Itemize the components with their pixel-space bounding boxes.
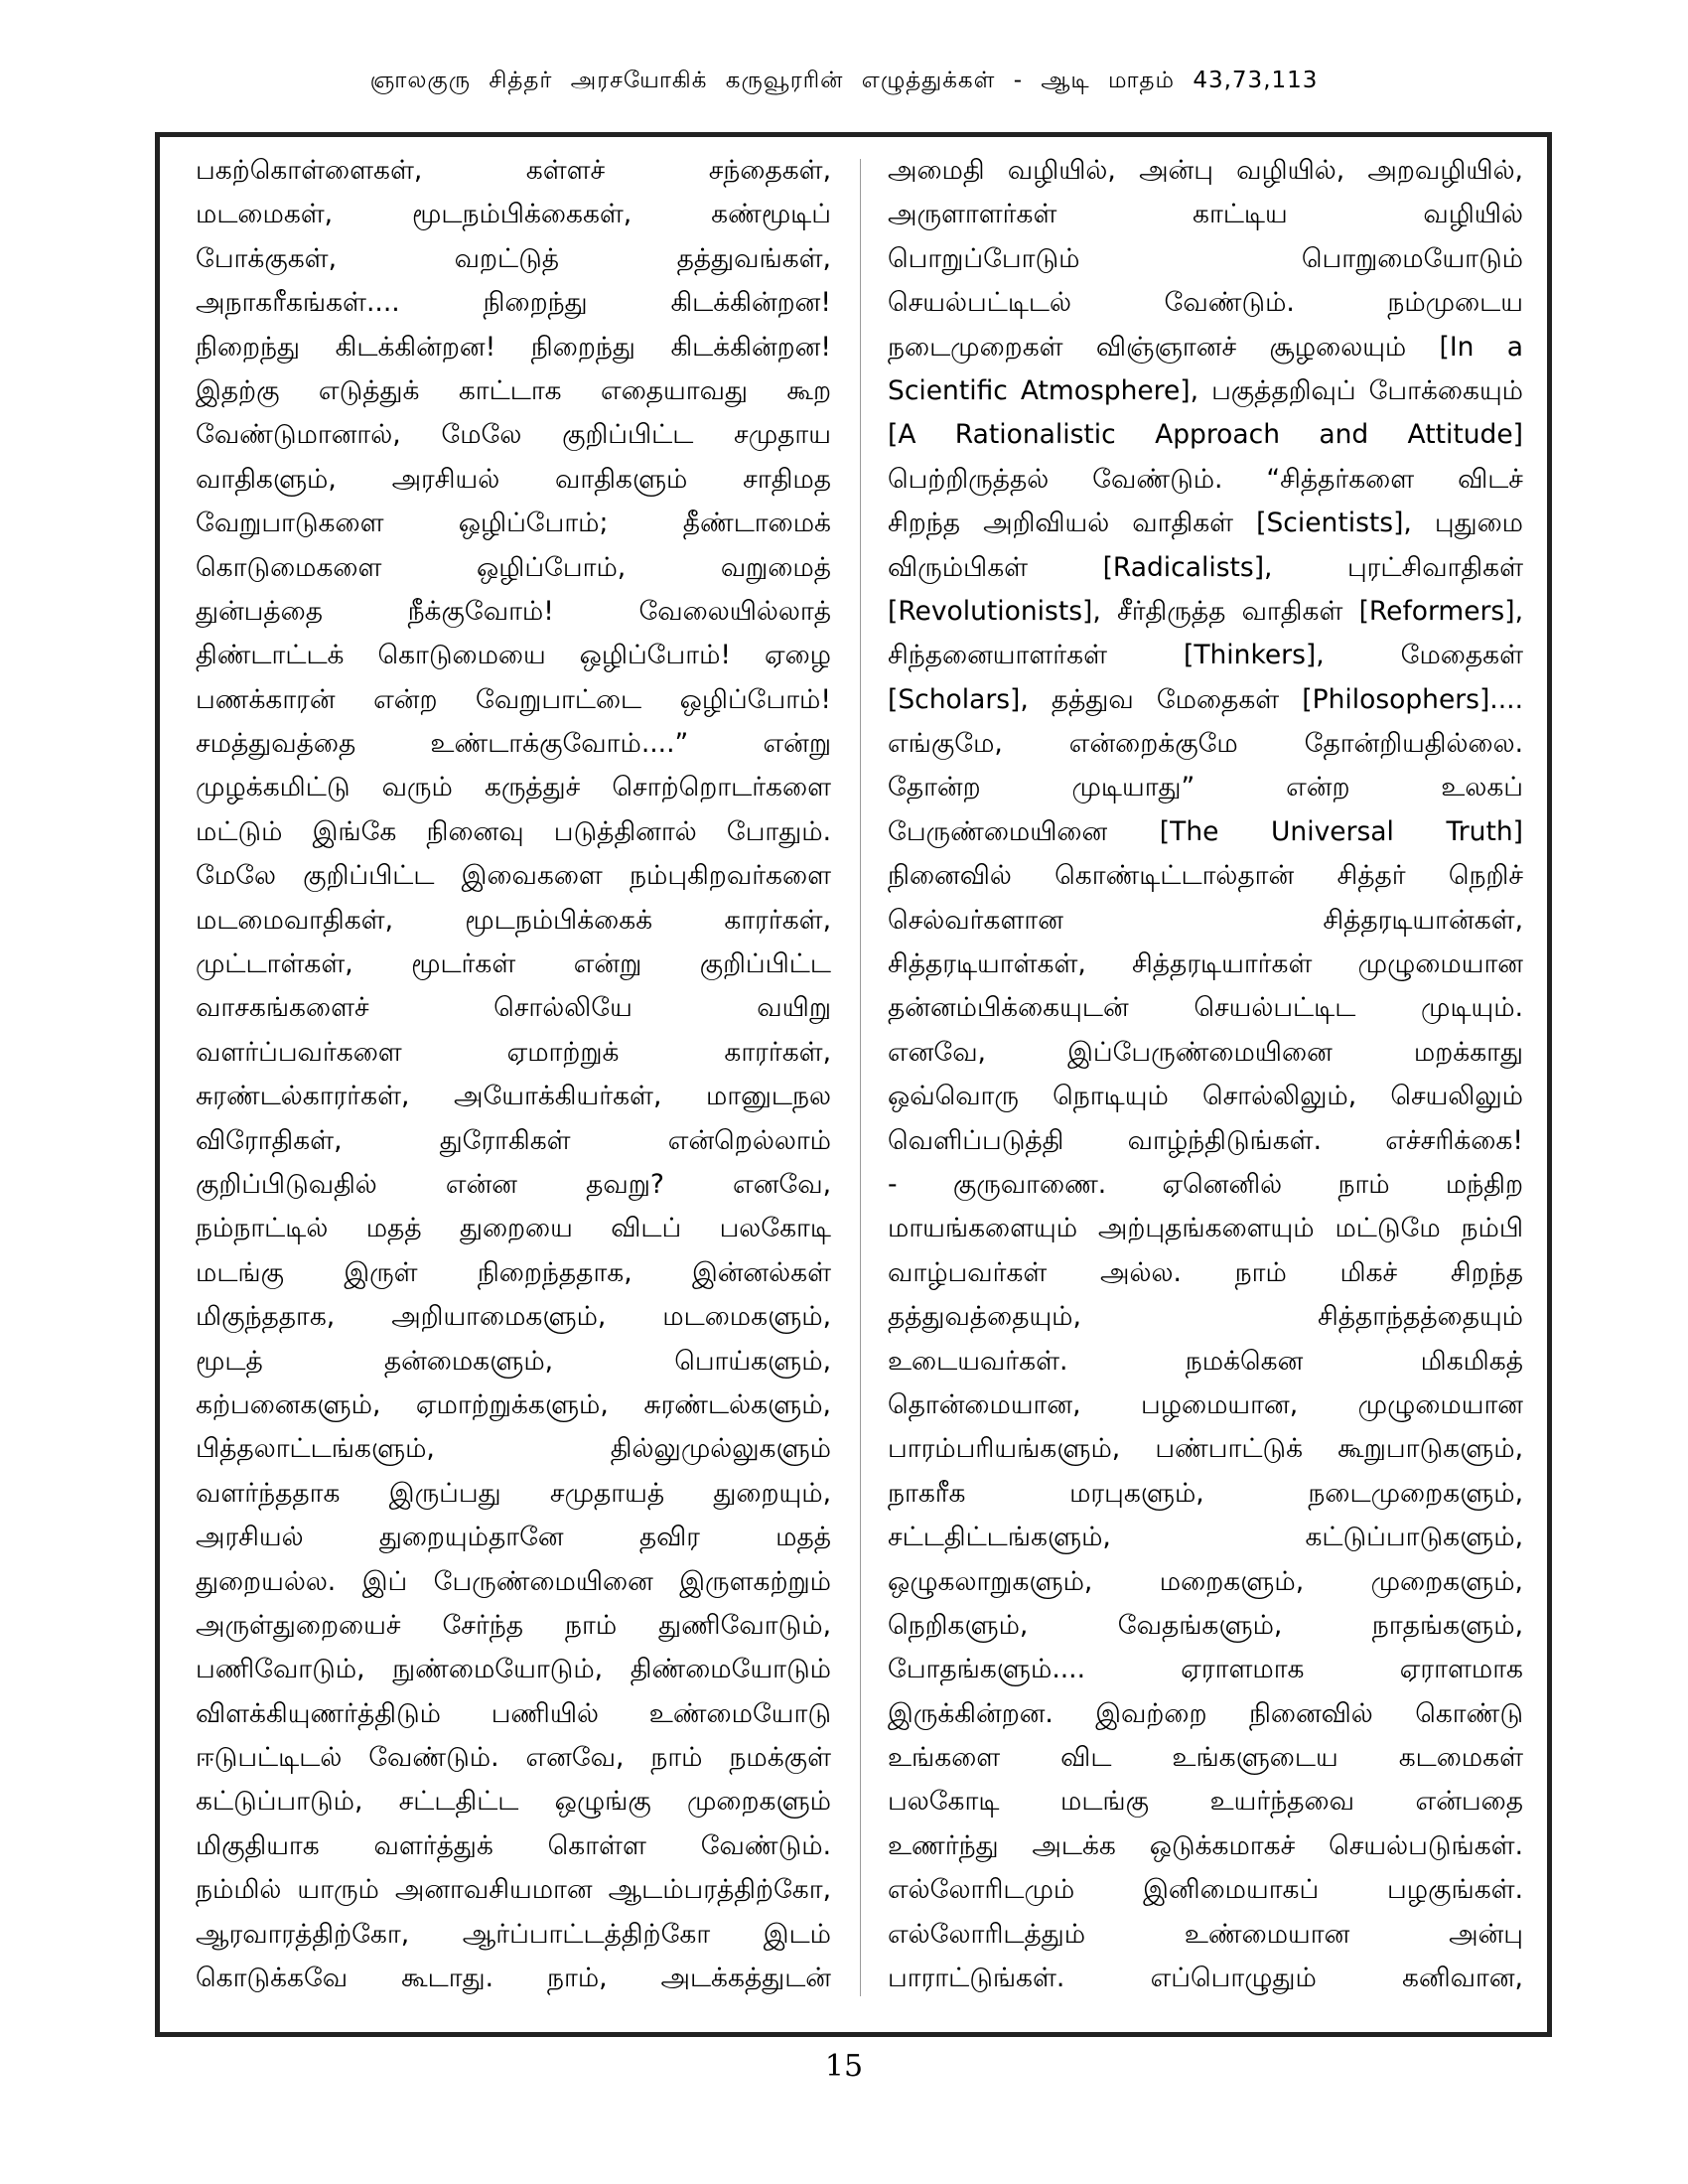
- text-line: வாதிகளும், அரசியல் வாதிகளும் சாதிமத: [196, 463, 831, 495]
- left-column: [196, 149, 831, 2000]
- text-line: அநாகரீகங்கள்.... நிறைந்து கிடக்கின்றன!: [196, 287, 831, 319]
- text-line: கற்பனைகளும், ஏமாற்றுக்களும், சுரண்டல்களும்,: [196, 1388, 831, 1420]
- text-line: மிகுதியாக வளர்த்துக் கொள்ள வேண்டும்.: [196, 1829, 831, 1861]
- text-line: சட்டதிட்டங்களும், கட்டுப்பாடுகளும்,: [888, 1522, 1523, 1553]
- text-line: பணக்காரன் என்ற வேறுபாட்டை ஒழிப்போம்!: [196, 683, 831, 715]
- text-line: Scientific Atmosphere], பகுத்தறிவுப் போக்கையும்: [888, 374, 1523, 406]
- text-line: பேருண்மையினை [The Universal Truth]: [888, 815, 1523, 847]
- text-line: துன்பத்தை நீக்குவோம்! வேலையில்லாத்: [196, 595, 831, 627]
- text-line: வளர்ப்பவர்களை ஏமாற்றுக் காரர்கள்,: [196, 1036, 831, 1068]
- text-line: எங்குமே, என்றைக்குமே தோன்றியதில்லை.: [888, 728, 1523, 760]
- text-line: இதற்கு எடுத்துக் காட்டாக எதையாவது கூற: [196, 374, 831, 406]
- text-line: கட்டுப்பாடும், சட்டதிட்ட ஒழுங்கு முறைகளும்: [196, 1786, 831, 1818]
- text-line: இருக்கின்றன. இவற்றை நினைவில் கொண்டு: [888, 1697, 1523, 1729]
- text-line: மேலே குறிப்பிட்ட இவைகளை நம்புகிறவர்களை: [196, 860, 831, 892]
- text-line: அருள்துறையைச் சேர்ந்த நாம் துணிவோடும்,: [196, 1609, 831, 1641]
- text-line: துறையல்ல. இப் பேருண்மையினை இருளகற்றும்: [196, 1565, 831, 1597]
- text-line: வளர்ந்ததாக இருப்பது சமுதாயத் துறையும்,: [196, 1477, 831, 1509]
- text-line: தத்துவத்தையும், சித்தாந்தத்தையும்: [888, 1301, 1523, 1333]
- text-line: எல்லோரிடத்தும் உண்மையான அன்பு: [888, 1918, 1523, 1950]
- text-line: விரோதிகள், துரோகிகள் என்றெல்லாம்: [196, 1124, 831, 1156]
- text-line: [Scholars], தத்துவ மேதைகள் [Philosophers]....: [888, 683, 1523, 715]
- text-line: சிந்தனையாளர்கள் [Thinkers], மேதைகள்: [888, 640, 1523, 671]
- page-number: 15: [824, 2049, 864, 2084]
- text-line: அருளாளர்கள் காட்டிய வழியில்: [888, 199, 1523, 230]
- text-line: விளக்கியுணர்த்திடும் பணியில் உண்மையோடு: [196, 1697, 831, 1729]
- text-line: பணிவோடும், நுண்மையோடும், திண்மையோடும்: [196, 1654, 831, 1685]
- right-column: [888, 149, 1523, 2000]
- text-line: விரும்பிகள் [Radicalists], புரட்சிவாதிகள்: [888, 551, 1523, 583]
- text-line: நிறைந்து கிடக்கின்றன! நிறைந்து கிடக்கின்றன!: [196, 331, 831, 363]
- page-header: ஞாலகுரு சித்தர் அரசயோகிக் கருவூரரின் எழுத்துக்கள் - ஆடி மாதம் 43,73,113: [369, 68, 1319, 93]
- text-line: பெற்றிருத்தல் வேண்டும். “சித்தர்களை விடச்: [888, 463, 1523, 495]
- text-line: பலகோடி மடங்கு உயர்ந்தவை என்பதை: [888, 1786, 1523, 1818]
- text-line: வாசகங்களைச் சொல்லியே வயிறு: [196, 992, 831, 1024]
- text-line: சமத்துவத்தை உண்டாக்குவோம்....” என்று: [196, 728, 831, 760]
- text-line: அரசியல் துறையும்தானே தவிர மதத்: [196, 1522, 831, 1553]
- text-line: வேறுபாடுகளை ஒழிப்போம்; தீண்டாமைக்: [196, 508, 831, 539]
- text-line: சித்தரடியாள்கள், சித்தரடியார்கள் முழுமையான: [888, 948, 1523, 980]
- text-line: எனவே, இப்பேருண்மையினை மறக்காது: [888, 1036, 1523, 1068]
- text-line: உணர்ந்து அடக்க ஒடுக்கமாகச் செயல்படுங்கள்.: [888, 1829, 1523, 1861]
- text-line: ஆரவாரத்திற்கோ, ஆர்ப்பாட்டத்திற்கோ இடம்: [196, 1918, 831, 1950]
- text-line: மட்டும் இங்கே நினைவு படுத்தினால் போதும்.: [196, 815, 831, 847]
- text-line: அமைதி வழியில், அன்பு வழியில், அறவழியில்,: [888, 155, 1523, 186]
- text-line: மிகுந்ததாக, அறியாமைகளும், மடமைகளும்,: [196, 1301, 831, 1333]
- text-line: முழக்கமிட்டு வரும் கருத்துச் சொற்றொடர்களை: [196, 772, 831, 803]
- text-line: மடமைகள், மூடநம்பிக்கைகள், கண்மூடிப்: [196, 199, 831, 230]
- text-line: சிறந்த அறிவியல் வாதிகள் [Scientists], புதுமை: [888, 508, 1523, 539]
- text-line: செல்வர்களான சித்தரடியான்கள்,: [888, 904, 1523, 936]
- text-line: நம்நாட்டில் மதத் துறையை விடப் பலகோடி: [196, 1213, 831, 1244]
- text-line: பித்தலாட்டங்களும், தில்லுமுல்லுகளும்: [196, 1433, 831, 1465]
- text-line: நினைவில் கொண்டிட்டால்தான் சித்தர் நெறிச்: [888, 860, 1523, 892]
- text-line: கொடுமைகளை ஒழிப்போம், வறுமைத்: [196, 551, 831, 583]
- text-line: குறிப்பிடுவதில் என்ன தவறு? எனவே,: [196, 1168, 831, 1200]
- text-line: - குருவாணை. ஏனெனில் நாம் மந்திற: [888, 1168, 1523, 1200]
- text-line: ஒவ்வொரு நொடியும் சொல்லிலும், செயலிலும்: [888, 1081, 1523, 1112]
- text-line: உடையவர்கள். நமக்கென மிகமிகத்: [888, 1345, 1523, 1377]
- text-line: கொடுக்கவே கூடாது. நாம், அடக்கத்துடன்: [196, 1963, 831, 1994]
- text-line: நெறிகளும், வேதங்களும், நாதங்களும்,: [888, 1609, 1523, 1641]
- text-line: நாகரீக மரபுகளும், நடைமுறைகளும்,: [888, 1477, 1523, 1509]
- text-line: தொன்மையான, பழமையான, முழுமையான: [888, 1388, 1523, 1420]
- text-line: பொறுப்போடும் பொறுமையோடும்: [888, 242, 1523, 274]
- text-line: சுரண்டல்காரர்கள், அயோக்கியர்கள், மானுடநல: [196, 1081, 831, 1112]
- text-line: மடங்கு இருள் நிறைந்ததாக, இன்னல்கள்: [196, 1256, 831, 1288]
- text-line: போக்குகள், வறட்டுத் தத்துவங்கள்,: [196, 242, 831, 274]
- text-line: நம்மில் யாரும் அனாவசியமான ஆடம்பரத்திற்கோ,: [196, 1874, 831, 1906]
- text-line: ஒழுகலாறுகளும், மறைகளும், முறைகளும்,: [888, 1565, 1523, 1597]
- text-line: [A Rationalistic Approach and Attitude]: [888, 419, 1523, 451]
- text-line: நடைமுறைகள் விஞ்ஞானச் சூழலையும் [In a: [888, 331, 1523, 363]
- text-line: பாராட்டுங்கள். எப்பொழுதும் கனிவான,: [888, 1963, 1523, 1994]
- text-line: எல்லோரிடமும் இனிமையாகப் பழகுங்கள்.: [888, 1874, 1523, 1906]
- text-line: முட்டாள்கள், மூடர்கள் என்று குறிப்பிட்ட: [196, 948, 831, 980]
- text-line: ஈடுபட்டிடல் வேண்டும். எனவே, நாம் நமக்குள்: [196, 1742, 831, 1774]
- text-line: வேண்டுமானால், மேலே குறிப்பிட்ட சமுதாய: [196, 419, 831, 451]
- text-line: தோன்ற முடியாது” என்ற உலகப்: [888, 772, 1523, 803]
- text-line: மாயங்களையும் அற்புதங்களையும் மட்டுமே நம்பி: [888, 1213, 1523, 1244]
- text-line: போதங்களும்.... ஏராளமாக ஏராளமாக: [888, 1654, 1523, 1685]
- text-line: பாரம்பரியங்களும், பண்பாட்டுக் கூறுபாடுகளும்,: [888, 1433, 1523, 1465]
- text-line: [Revolutionists], சீர்திருத்த வாதிகள் [Reformers],: [888, 595, 1523, 627]
- column-divider: [860, 159, 861, 1996]
- text-line: உங்களை விட உங்களுடைய கடமைகள்: [888, 1742, 1523, 1774]
- text-line: வெளிப்படுத்தி வாழ்ந்திடுங்கள். எச்சரிக்கை!: [888, 1124, 1523, 1156]
- text-line: மூடத் தன்மைகளும், பொய்களும்,: [196, 1345, 831, 1377]
- text-line: செயல்பட்டிடல் வேண்டும். நம்முடைய: [888, 287, 1523, 319]
- text-line: மடமைவாதிகள், மூடநம்பிக்கைக் காரர்கள்,: [196, 904, 831, 936]
- text-line: பகற்கொள்ளைகள், கள்ளச் சந்தைகள்,: [196, 155, 831, 186]
- text-line: திண்டாட்டக் கொடுமையை ஒழிப்போம்! ஏழை: [196, 640, 831, 671]
- text-line: தன்னம்பிக்கையுடன் செயல்பட்டிட முடியும்.: [888, 992, 1523, 1024]
- text-line: வாழ்பவர்கள் அல்ல. நாம் மிகச் சிறந்த: [888, 1256, 1523, 1288]
